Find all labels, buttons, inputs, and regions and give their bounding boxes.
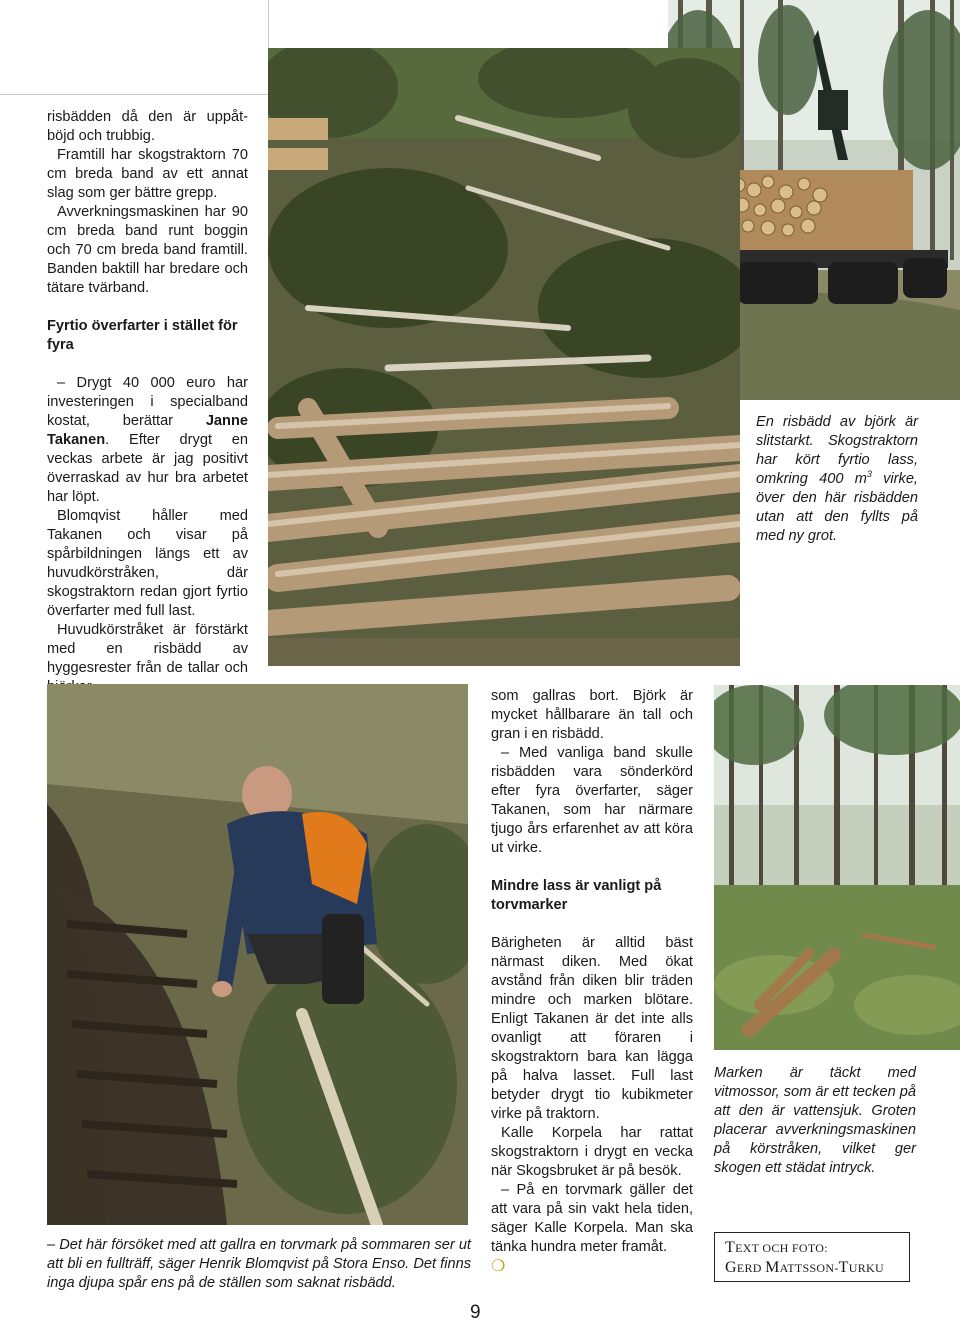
byline-box — [714, 1232, 910, 1282]
byline-line-1: TEXT OCH FOTO: — [725, 1239, 828, 1256]
paragraph: Blomqvist håller med Takanen och visar på spårbildningen längs ett av huvudkörstråken, där skogstraktorn redan gjort fyrtio överfarter med full last. — [47, 508, 248, 619]
page-number: 9 — [470, 1302, 481, 1323]
paragraph: Avverkningsmaskinen har 90 cm breda band runt boggin och 70 cm breda band framtill. Banden baktill har bredare och tätare tvärband. — [47, 204, 248, 296]
article-column-1 — [47, 108, 248, 697]
photo-pine-forest — [714, 685, 960, 1050]
subheading: Mindre lass är vanligt på torvmarker — [491, 878, 662, 913]
person-name: Janne Takanen — [47, 413, 248, 448]
page-corner-frame — [0, 0, 269, 95]
subheading: Fyrtio överfarter i stället för fyra — [47, 318, 238, 353]
caption-pine-forest: Marken är täckt med vitmossor, som är ett tecken på att den är vattensjuk. Groten placerar avverkningsmaskinen på körstråken, vilket ger skogen ett städat intryck. — [714, 1065, 916, 1176]
end-mark-icon: ❍ — [491, 1258, 506, 1275]
photo-brush-mat — [268, 48, 740, 666]
paragraph: Kalle Korpela har rattat skogstraktorn i drygt en vecka när Skogsbruket är på besök. — [491, 1125, 693, 1179]
caption-man-pointing: – Det här försöket med att gallra en torvmark på sommaren ser ut att bli en fullträff, säger Henrik Blomqvist på Stora Enso. Det finns inga djupa spår ens på de ställen som saknat risbädd. — [47, 1237, 471, 1291]
paragraph: – Drygt 40 000 euro har investeringen i specialband kostat, berättar Janne Takanen. Efter drygt en veckas arbete är jag positivt överraskad av hur bra arbetet har löpt. — [47, 375, 248, 505]
paragraph: Huvudkörstråket är förstärkt med en risbädd av hyggesrester från de tallar och — [47, 622, 248, 676]
paragraph: – Med vanliga band skulle risbädden vara sönderkörd efter fyra överfarter, säger Takanen, som har närmare tjugo års erfarenhet av att köra ut virke. — [491, 745, 693, 856]
paragraph — [491, 1257, 693, 1277]
paragraph: risbädden då den är uppåt-böjd och trubbig. — [47, 109, 248, 144]
paragraph: Framtill har skogstraktorn 70 cm breda band av ett annat slag som ger bättre grepp. — [47, 147, 248, 201]
article-column-2 — [491, 687, 693, 1277]
caption-brush-mat: En risbädd av björk är slitstarkt. Skogstraktorn har kört fyrtio lass, omkring 400 $m^3$ virke, över den här risbädden utan att den fyllts på med ny grot. — [756, 414, 918, 544]
paragraph: Bärigheten är alltid bäst närmast diken. Med ökat avstånd från diken blir träden mindre och marken blötare. Enligt Takanen är det inte alls ovanligt att föraren i skogstraktorn bara kan lägga på halva lasset. Full last betyder drygt tio kubikmeter virke på traktorn. — [491, 935, 693, 1122]
byline-line-2: GERD MATTSSON-TURKU — [725, 1259, 884, 1276]
paragraph: – På en torvmark gäller det att vara på sin vakt hela tiden, säger Kalle Korpela. Man ska tänka hundra meter framåt. — [491, 1182, 693, 1255]
photo-man-pointing — [47, 684, 468, 1225]
paragraph: som gallras bort. Björk är mycket hållbarare än tall och gran i en risbädd. — [491, 688, 693, 742]
